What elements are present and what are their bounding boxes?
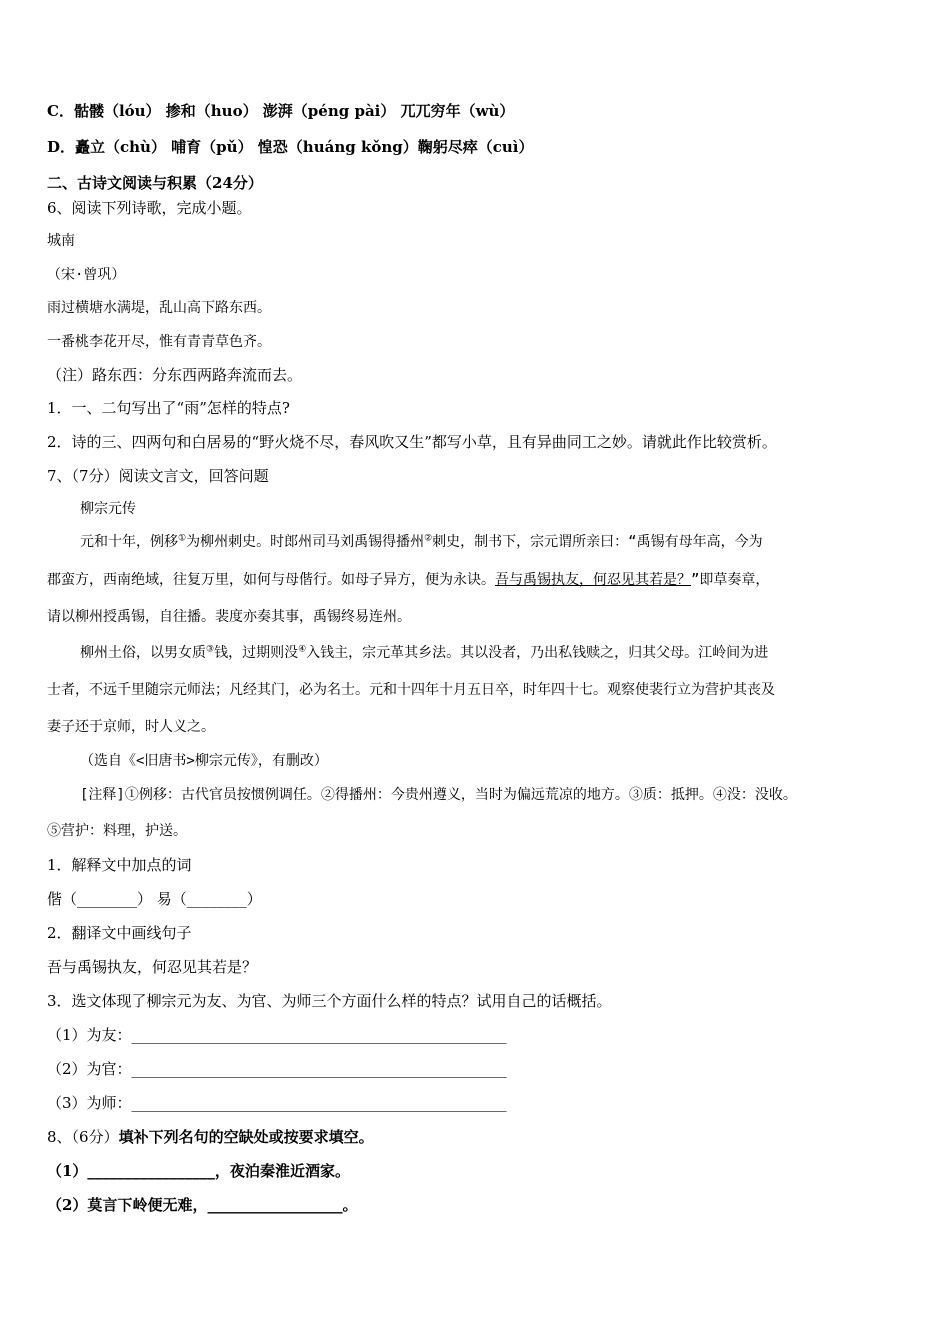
q6-sub2: 2．诗的三、四两句和白居易的“野火烧不尽，春风吹又生”都写小草，且有异曲同工之妙。请就此作比较赏析。 — [47, 433, 777, 451]
passage-line: 士者，不远千里随宗元师法；凡经其门，必为名士。元和十四年十月五日卒，时年四十七。观察使裴行立为营护其丧及 — [47, 682, 775, 698]
passage-line: 柳州土俗，以男女质③钱，过期则没④入钱主，宗元革其乡法。其以没者，乃出私钱赎之，归其父母。江岭间为进 — [80, 644, 769, 661]
passage-notes: [注释]①例移：古代官员按惯例调任。②得播州：今贵州遵义，当时为偏远荒凉的地方。③质：抵押。④没：没收。 — [80, 787, 797, 803]
q7-prompt: 7、（7分）阅读文言文，回答问题 — [47, 467, 269, 485]
poem-author: （宋·曾巩） — [47, 267, 126, 283]
q7-sub1-blanks: 偕（________） 易（________） — [47, 890, 262, 908]
answer-line: （3）为师：__________________________________________________ — [47, 1094, 507, 1112]
q8-line: （2）莫言下岭便无难，__________________。 — [47, 1196, 358, 1214]
passage-line: 郡蛮方，西南绝域，往复万里，如何与母偕行。如母子异方，便为永诀。吾与禹锡执友，何忍见其若是？”即草奏章， — [47, 572, 770, 588]
poem-line: 一番桃李花开尽，惟有青青草色齐。 — [47, 334, 271, 350]
option-d: D．矗立（chù） 哺育（pǔ） 惶恐（huáng kǒng）鞠躬尽瘁（cuì） — [47, 138, 534, 156]
underlined-sentence: 吾与禹锡执友，何忍见其若是？ — [495, 572, 691, 588]
answer-line: （1）为友：__________________________________________________ — [47, 1026, 507, 1044]
q8-prompt: 8、（6分）填补下列名句的空缺处或按要求填空。 — [47, 1128, 374, 1146]
q8-line: （1）_________________，夜泊秦淮近酒家。 — [47, 1162, 350, 1180]
footnote-marker: ② — [424, 533, 433, 544]
q7-sub2: 2．翻译文中画线句子 — [47, 924, 192, 942]
q7-sub1: 1．解释文中加点的词 — [47, 856, 192, 874]
footnote-marker: ③ — [206, 644, 215, 655]
poem-title: 城南 — [47, 233, 75, 249]
passage-source: （选自《<旧唐书>柳宗元传》，有删改） — [80, 753, 328, 769]
q6-prompt: 6、阅读下列诗歌，完成小题。 — [47, 199, 252, 217]
passage-title: 柳宗元传 — [80, 501, 136, 517]
section-heading: 二、古诗文阅读与积累（24分） — [47, 174, 263, 192]
poem-note: （注）路东西：分东西两路奔流而去。 — [47, 366, 303, 384]
poem-line: 雨过横塘水满堤，乱山高下路东西。 — [47, 300, 271, 316]
answer-line: （2）为官：__________________________________________________ — [47, 1060, 507, 1078]
footnote-marker: ④ — [298, 644, 307, 655]
passage-notes: ⑤营护：料理，护送。 — [47, 823, 187, 839]
q6-sub1: 1．一、二句写出了“雨”怎样的特点? — [47, 399, 290, 417]
passage-line: 请以柳州授禹锡，自往播。裴度亦奏其事，禹锡终易连州。 — [47, 609, 411, 625]
passage-line: 妻子还于京师，时人义之。 — [47, 719, 215, 735]
q7-sub3: 3．选文体现了柳宗元为友、为官、为师三个方面什么样的特点？试用自己的话概括。 — [47, 992, 612, 1010]
option-c: C．骷髅（lóu） 掺和（huo） 澎湃（péng pài） 兀兀穷年（wù） — [47, 102, 515, 120]
passage-line: 元和十年，例移①为柳州刺史。时郎州司马刘禹锡得播州②刺史，制书下，宗元谓所亲曰：“禹锡有母年高，今为 — [80, 533, 763, 550]
q7-sub2-sentence: 吾与禹锡执友，何忍见其若是？ — [47, 958, 258, 976]
footnote-marker: ① — [178, 533, 187, 544]
